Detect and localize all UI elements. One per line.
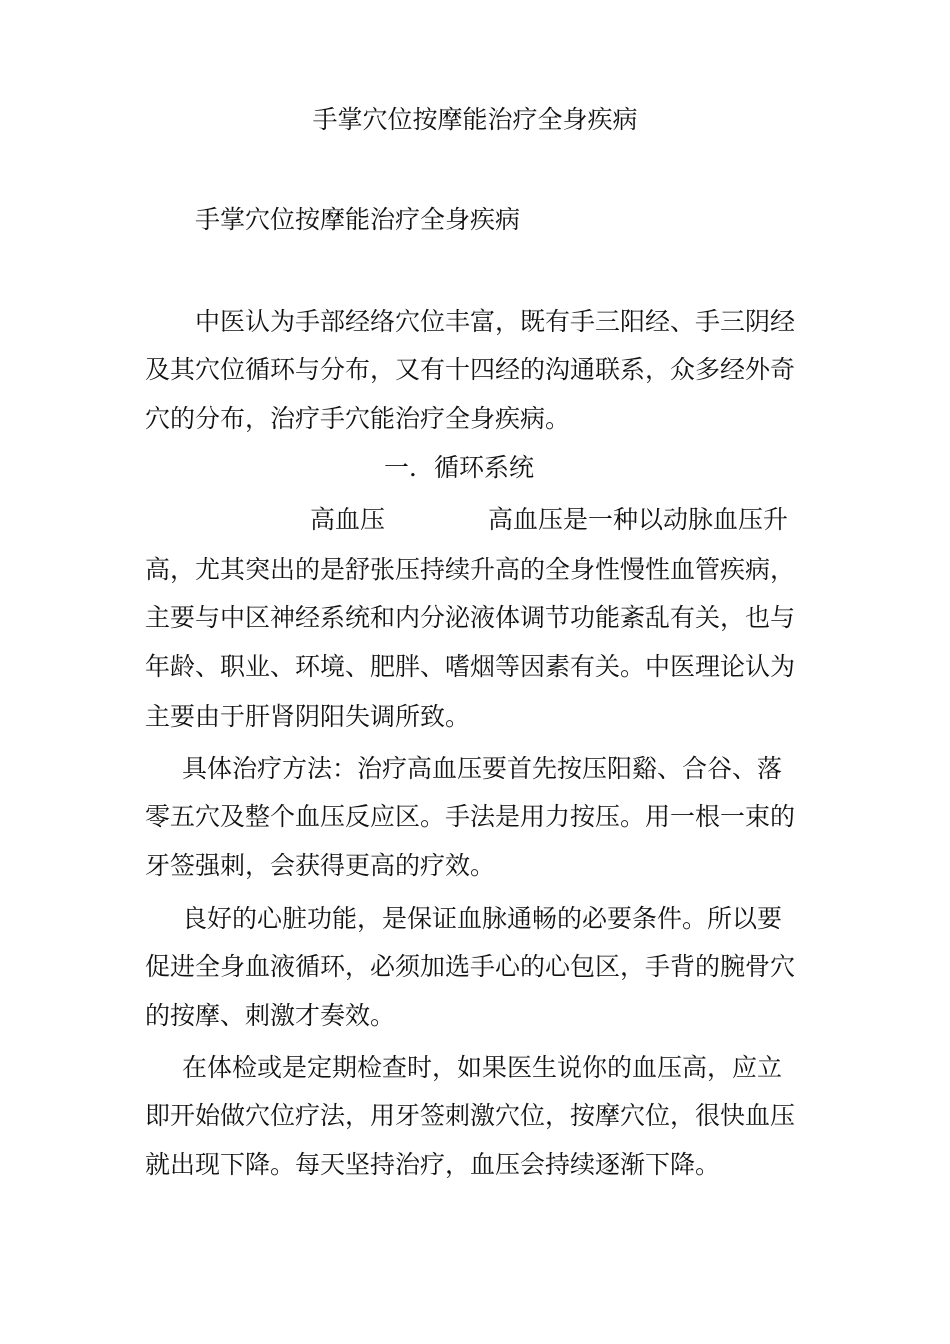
hypertension-line: 主要由于肝肾阴阳失调所致。	[145, 702, 471, 731]
treatment-line: 零五穴及整个血压反应区。手法是用力按压。用一根一束的	[145, 802, 796, 831]
intro-line: 及其穴位循环与分布，又有十四经的沟通联系，众多经外奇	[145, 355, 796, 384]
hypertension-line: 高，尤其突出的是舒张压持续升高的全身性慢性血管疾病，	[145, 555, 796, 584]
section-heading: 一．循环系统	[384, 453, 535, 482]
checkup-line: 在体检或是定期检查时，如果医生说你的血压高，应立	[182, 1053, 783, 1082]
intro-line: 中医认为手部经络穴位丰富，既有手三阳经、手三阴经	[195, 307, 796, 336]
heart-line: 促进全身血液循环，必须加选手心的心包区，手背的腕骨穴	[145, 952, 796, 981]
heart-line: 的按摩、刺激才奏效。	[145, 1001, 396, 1030]
hypertension-term: 高血压	[310, 505, 386, 534]
checkup-line: 就出现下降。每天坚持治疗，血压会持续逐渐下降。	[145, 1150, 721, 1179]
heart-line: 良好的心脏功能，是保证血脉通畅的必要条件。所以要	[182, 904, 783, 933]
document-subtitle: 手掌穴位按摩能治疗全身疾病	[195, 205, 521, 234]
intro-line: 穴的分布，治疗手穴能治疗全身疾病。	[145, 404, 571, 433]
hypertension-line: 高血压是一种以动脉血压升	[488, 505, 789, 534]
document-title: 手掌穴位按摩能治疗全身疾病	[312, 105, 638, 134]
hypertension-line: 年龄、职业、环境、肥胖、嗜烟等因素有关。中医理论认为	[145, 652, 796, 681]
checkup-line: 即开始做穴位疗法，用牙签刺激穴位，按摩穴位，很快血压	[145, 1101, 796, 1130]
treatment-line: 具体治疗方法：治疗高血压要首先按压阳谿、合谷、落	[182, 754, 783, 783]
hypertension-line: 主要与中区神经系统和内分泌液体调节功能紊乱有关，也与	[145, 603, 796, 632]
treatment-line: 牙签强刺，会获得更高的疗效。	[145, 851, 496, 880]
